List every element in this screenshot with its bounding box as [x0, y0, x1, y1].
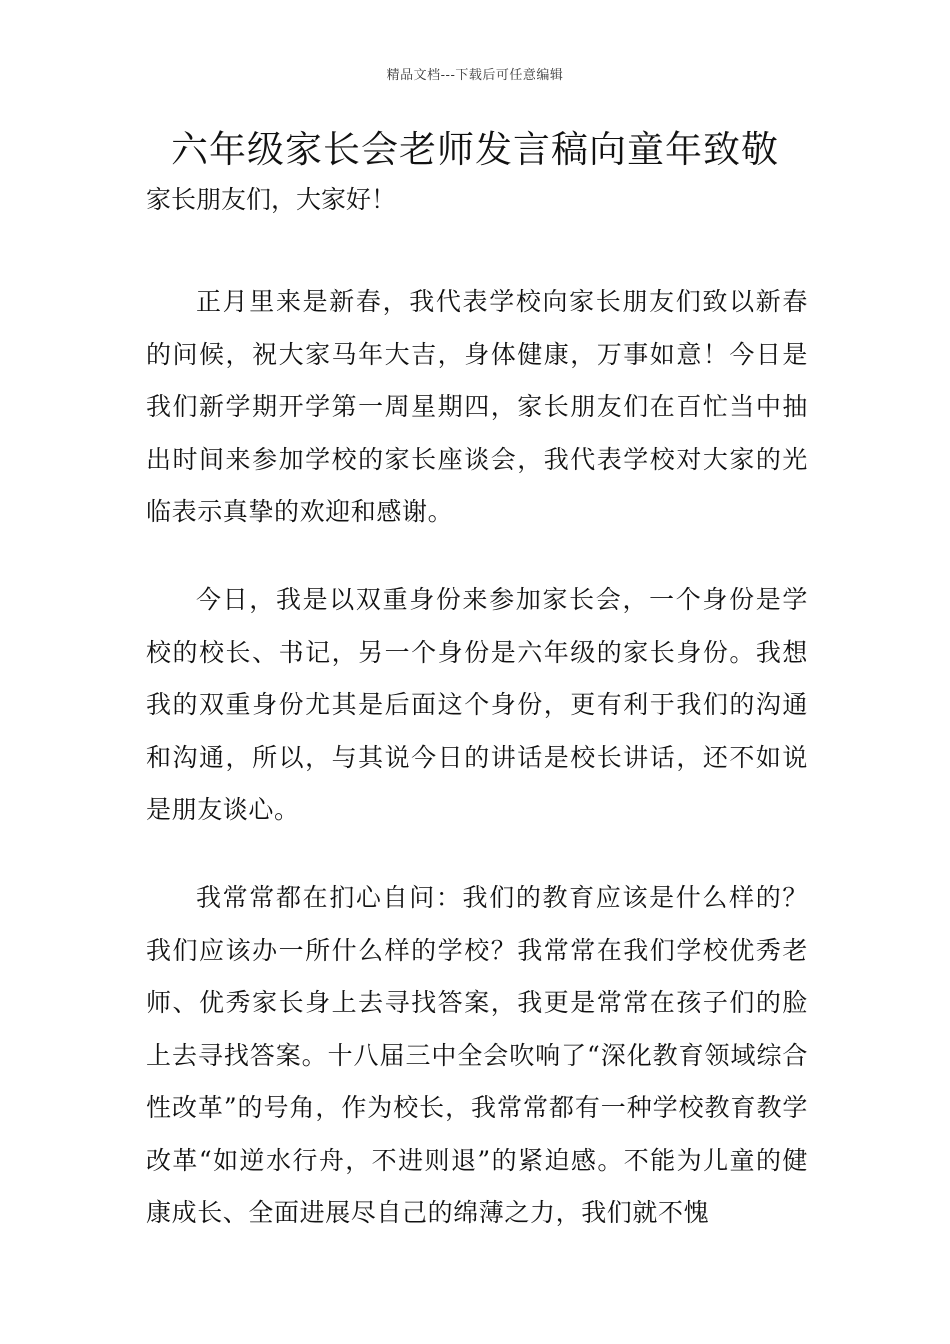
document-title: 六年级家长会老师发言稿向童年致敬	[171, 128, 779, 171]
paragraph-1: 正月里来是新春，我代表学校向家长朋友们致以新春的问候，祝大家马年大吉，身体健康，万事如意！今日是我们新学期开学第一周星期四，家长朋友们在百忙当中抽出时间来参加学校的家长座谈会，我代表学校对大家的光临表示真挚的欢迎和感谢。	[146, 287, 808, 526]
paragraph-2: 今日，我是以双重身份来参加家长会，一个身份是学校的校长、书记，另一个身份是六年级的家长身份。我想我的双重身份尤其是后面这个身份，更有利于我们的沟通和沟通，所以，与其说今日的讲话是校长讲话，还不如说是朋友谈心。	[146, 585, 808, 824]
greeting-line: 家长朋友们，大家好！	[146, 185, 397, 214]
header-note: 精品文档---下载后可任意编辑	[386, 68, 564, 83]
paragraph-3: 我常常都在扪心自问：我们的教育应该是什么样的？我们应该办一所什么样的学校？我常常在我们学校优秀老师、优秀家长身上去寻找答案，我更是常常在孩子们的脸上去寻找答案。十八届三中全会吹响了“深化教育领域综合性改革”的号角，作为校长，我常常都有一种学校教育教学改革“如逆水行舟，不进则退”的紧迫感。不能为儿童的健康成长、全面进展尽自己的绵薄之力，我们就不愧	[146, 883, 808, 1227]
